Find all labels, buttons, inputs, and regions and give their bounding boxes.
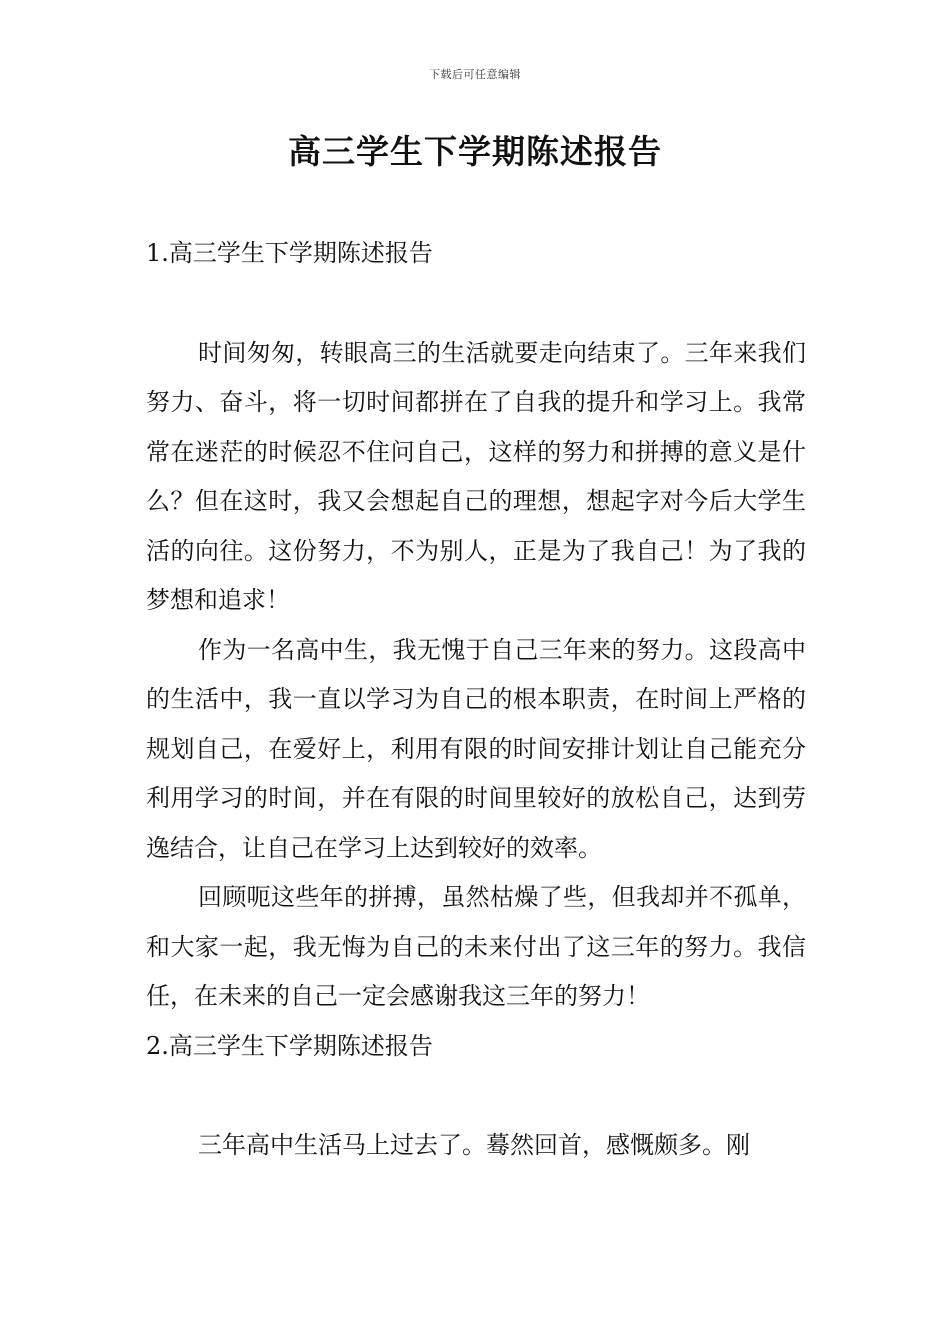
paragraph-1-3: 回顾呃这些年的拼搏，虽然枯燥了些，但我却并不孤单，和大家一起，我无悔为自己的未来付出了这三年的努力。我信任，在未来的自己一定会感谢我这三年的努力！ <box>146 883 806 1010</box>
paragraph-1-1: 时间匆匆，转眼高三的生活就要走向结束了。三年来我们努力、奋斗，将一切时间都拼在了自我的提升和学习上。我常常在迷茫的时候忍不住问自己，这样的努力和拼搏的意义是什么？但在这时，我又会想起自己的理想，想起字对今后大学生活的向往。这份努力，不为别人，正是为了我自己！为了我的梦想和追求！ <box>146 338 806 614</box>
section-heading-2: 2.高三学生下学期陈述报告 <box>146 1031 433 1060</box>
paragraph-1-2: 作为一名高中生，我无愧于自己三年来的努力。这段高中的生活中，我一直以学习为自己的根本职责，在时间上严格的规划自己，在爱好上，利用有限的时间安排计划让自己能充分利用学习的时间，并在有限的时间里较好的放松自己，达到劳逸结合，让自己在学习上达到较好的效率。 <box>146 635 806 862</box>
paragraph-2-1: 三年高中生活马上过去了。蓦然回首，感慨颇多。刚 <box>198 1131 750 1159</box>
document-title: 高三学生下学期陈述报告 <box>288 132 662 171</box>
section-gap <box>146 1071 806 1121</box>
header-note: 下载后可任意编辑 <box>429 68 521 81</box>
section-heading-1: 1.高三学生下学期陈述报告 <box>146 239 433 267</box>
section-gap <box>146 279 806 329</box>
document-body <box>146 229 806 1171</box>
